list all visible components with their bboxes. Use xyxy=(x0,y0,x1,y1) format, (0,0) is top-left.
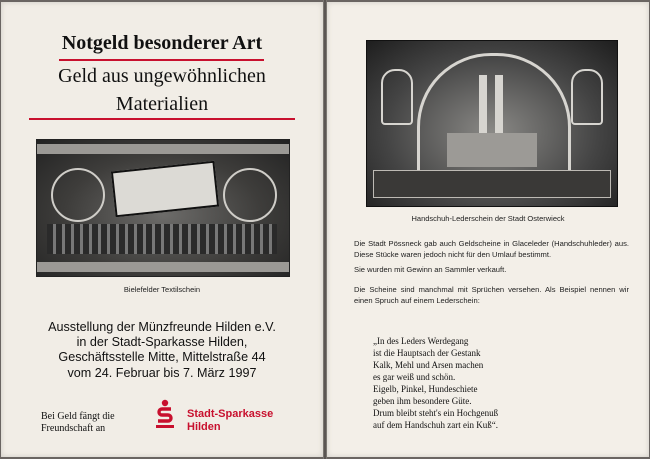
left-page xyxy=(1,2,323,457)
title-underline-1 xyxy=(59,59,264,61)
verse-line: „In des Leders Werdegang xyxy=(373,336,469,346)
sparkasse-name xyxy=(187,408,273,434)
bielefeld-image-caption: Bielefelder Textilschein xyxy=(123,285,201,294)
verse-line: es gar weiß und schön. xyxy=(373,372,456,382)
sparkasse-slogan xyxy=(41,411,115,435)
paragraph: Sie wurden mit Gewinn an Sammler verkauft. xyxy=(354,264,507,274)
verse-line: ist die Hauptsach der Gestank xyxy=(373,348,481,358)
exhibition-info xyxy=(11,320,313,381)
slogan-line: Bei Geld fängt die xyxy=(41,411,115,422)
title-line-2: Geld aus ungewöhnlichen xyxy=(58,65,266,87)
exhibition-line: vom 24. Februar bis 7. März 1997 xyxy=(67,365,257,380)
leather-note-verse xyxy=(373,335,498,431)
title-line-3: Materialien xyxy=(115,93,209,115)
sponsor-line: Stadt-Sparkasse xyxy=(187,408,274,420)
verse-line: geben ihm besondere Güte. xyxy=(373,396,472,406)
slogan-line: Freundschaft an xyxy=(41,423,106,434)
right-page xyxy=(327,2,649,457)
osterwieck-leather-note-image xyxy=(366,40,618,207)
verse-line: Drum bleibt steht's ein Hochgenuß xyxy=(373,408,499,418)
exhibition-line: in der Stadt-Sparkasse Hilden, xyxy=(76,335,248,350)
sparkasse-logo-icon xyxy=(156,399,174,429)
verse-line: Eigelb, Pinkel, Hundeschiete xyxy=(373,384,478,394)
bielefeld-textile-note-image xyxy=(36,139,290,277)
paragraph: Die Stadt Pössneck gab auch Geldscheine in Glaceleder (Handschuhleder) aus. Diese Stücke waren jedoch nicht für den Umlauf bestimmt. xyxy=(354,239,629,260)
body-text xyxy=(354,238,629,309)
paragraph: Die Scheine sind manchmal mit Sprüchen versehen. Als Beispiel nennen wir einen Spruch auf einem Lederschein: xyxy=(354,284,629,306)
sponsor-line: Hilden xyxy=(187,421,221,433)
title-line-1: Notgeld besonderer Art xyxy=(61,32,263,54)
verse-line: Kalk, Mehl und Arsen machen xyxy=(373,360,484,370)
verse-line: auf dem Handschuh zart ein Kuß“. xyxy=(373,420,498,430)
osterwieck-image-caption: Handschuh-Lederschein der Stadt Osterwieck xyxy=(411,214,565,223)
exhibition-line: Geschäftsstelle Mitte, Mittelstraße 44 xyxy=(58,350,266,365)
title-underline-2 xyxy=(29,118,295,120)
exhibition-line: Ausstellung der Münzfreunde Hilden e.V. xyxy=(48,320,276,334)
